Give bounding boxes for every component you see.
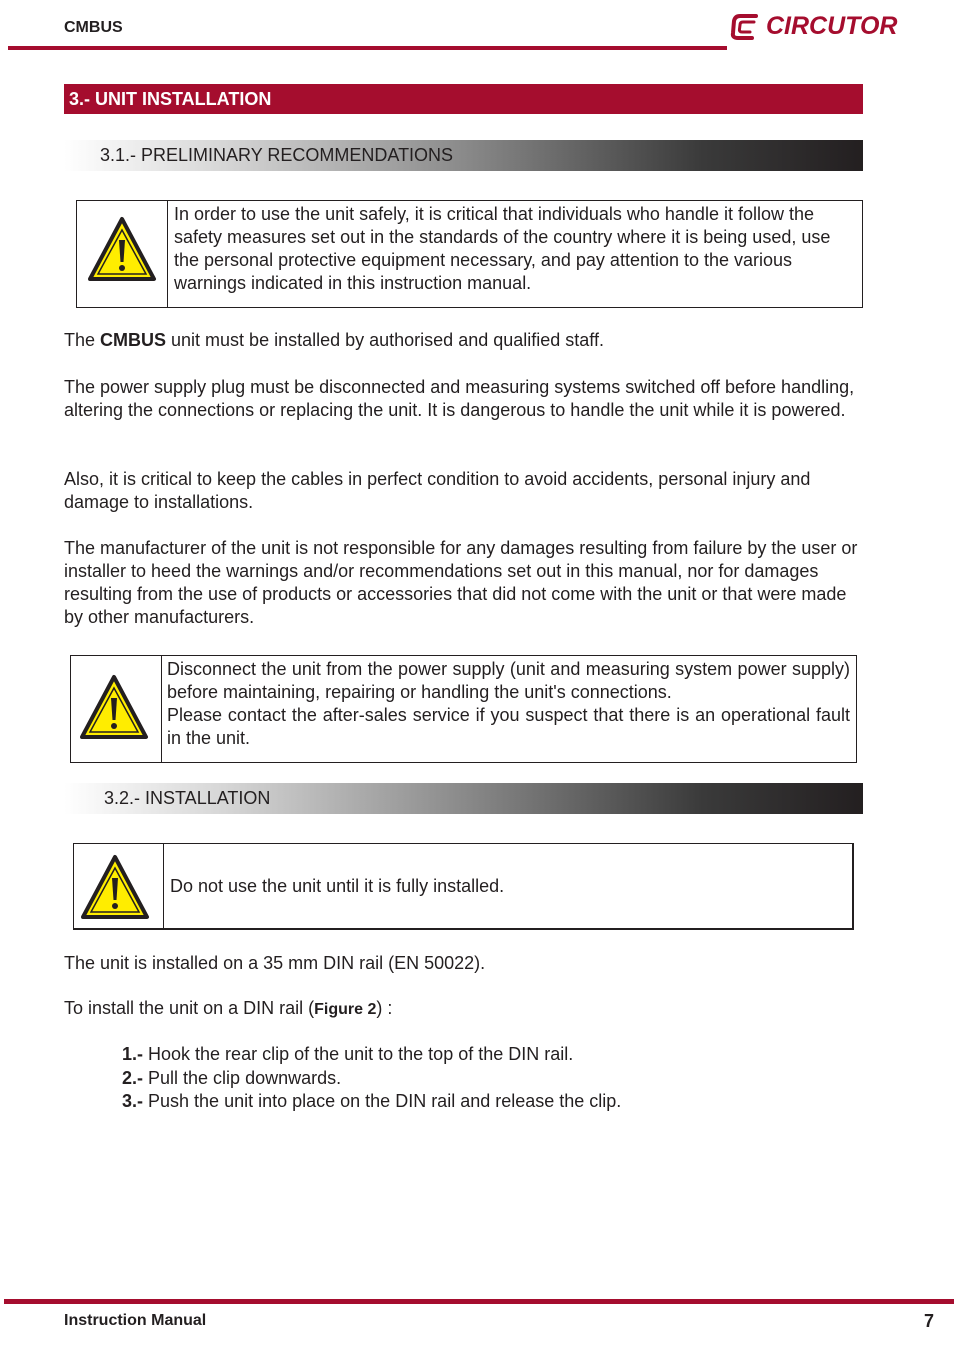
warning-triangle-icon [87, 216, 157, 282]
step-number: 1.- [122, 1044, 144, 1064]
paragraph-cables: Also, it is critical to keep the cables in perfect condition to avoid accidents, personal injury and damage to installations. [64, 469, 811, 512]
warning-icon-cell [77, 201, 168, 307]
subsection-heading-text: 3.2.- INSTALLATION [104, 788, 271, 808]
warning-icon-cell [71, 656, 162, 762]
section-heading-text: 3.- UNIT INSTALLATION [69, 89, 272, 109]
warning-icon-cell [74, 844, 164, 928]
text-span: unit must be installed by authorised and qualified staff. [166, 330, 604, 350]
product-name: CMBUS [100, 330, 167, 350]
warning-text-line: Please contact the after-sales service if you suspect that there is an operational fault in the unit. [167, 705, 850, 748]
subsection-heading-preliminary [64, 140, 863, 171]
page-number: 7 [924, 1311, 935, 1331]
warning-text-line: Disconnect the unit from the power supply (unit and measuring system power supply) before maintaining, repairing or handling the unit's connections. [167, 659, 850, 702]
text-span: To install the unit on a DIN rail ( [64, 998, 315, 1018]
warning-text: Do not use the unit until it is fully installed. [170, 876, 505, 896]
header-rule [8, 46, 727, 50]
running-header-title: CMBUS [64, 19, 123, 36]
subsection-heading-installation [64, 783, 863, 814]
warning-triangle-icon [79, 674, 149, 740]
paragraph-installer [64, 329, 864, 352]
step-number: 2.- [122, 1068, 144, 1088]
step-number: 3.- [122, 1091, 144, 1111]
warning-text: In order to use the unit safely, it is critical that individuals who handle it follow the safety measures set out in the standards of the country where it is being used, use the personal protective equipment necessary, and pay attention to the various warnings indicated in this instruction manual. [174, 204, 831, 293]
paragraph-install-intro [64, 997, 864, 1021]
figure-reference: Figure 2 [314, 1001, 377, 1018]
step-text: Pull the clip downwards. [143, 1068, 342, 1088]
warning-box [70, 655, 857, 763]
warning-triangle-icon [80, 854, 150, 920]
warning-text [167, 658, 850, 750]
list-item [122, 1043, 573, 1066]
text-span: The [64, 330, 101, 350]
paragraph-power-supply: The power supply plug must be disconnected and measuring systems switched off before handling, altering the connections or replacing the unit. It is dangerous to handle the unit while it is powered. [64, 377, 855, 420]
warning-box [73, 843, 854, 930]
step-text: Hook the rear clip of the unit to the top of the DIN rail. [143, 1044, 574, 1064]
text-span: ) : [376, 998, 393, 1018]
list-item [122, 1090, 621, 1113]
step-text: Push the unit into place on the DIN rail and release the clip. [143, 1091, 622, 1111]
paragraph-din-rail: The unit is installed on a 35 mm DIN rail (EN 50022). [64, 953, 486, 973]
circutor-logo-mark [730, 10, 764, 44]
logo-text: CIRCUTOR [766, 12, 898, 40]
subsection-heading-text: 3.1.- PRELIMINARY RECOMMENDATIONS [100, 145, 454, 165]
list-item [122, 1067, 341, 1090]
footer-rule [4, 1299, 954, 1304]
paragraph-manufacturer: The manufacturer of the unit is not responsible for any damages resulting from failure by the user or installer to heed the warnings and/or recommendations set out in this manual, nor for damages resulting from the use of products or accessories that did not come with the unit or that were made by other manufacturers. [64, 538, 858, 627]
warning-box [76, 200, 863, 308]
section-heading [64, 84, 863, 114]
footer-title: Instruction Manual [64, 1312, 207, 1329]
circutor-logo [730, 10, 910, 44]
